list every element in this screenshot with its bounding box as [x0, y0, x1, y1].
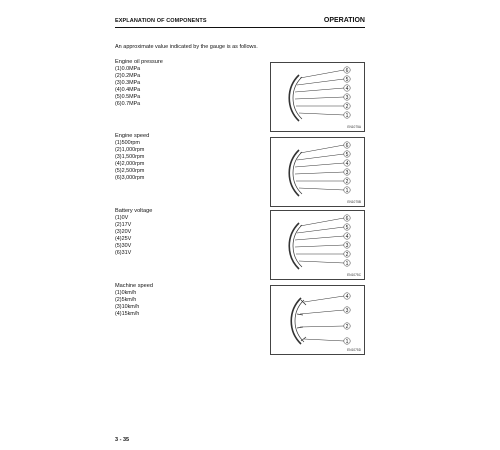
gauge-figure-battery-voltage [270, 210, 365, 280]
list-item: (3)0.3MPa [115, 80, 141, 86]
section-title: Battery voltage [115, 208, 153, 214]
figure-code: EN1075C [347, 273, 361, 277]
section-title: Engine speed [115, 133, 150, 139]
section-title: Engine oil pressure [115, 59, 163, 65]
list-item: (3)10km/h [115, 304, 140, 310]
list-item: (5)0.5MPa [115, 94, 141, 100]
callout-label: 4 [345, 160, 349, 167]
list-item: (1)0.0MPa [115, 66, 141, 72]
gauge-arc-icon [271, 211, 366, 281]
header-rule [115, 27, 365, 28]
callout-label: 5 [345, 151, 349, 158]
callout-label: 6 [345, 142, 349, 149]
gauge-arc-icon [271, 286, 366, 356]
figure-code: EN1075A [347, 125, 361, 129]
list-item: (6)31V [115, 250, 132, 256]
list-item: (1)500rpm [115, 140, 140, 146]
list-item: (2)17V [115, 222, 132, 228]
list-item: (2)5km/h [115, 297, 137, 303]
list-item: (3)1,500rpm [115, 154, 145, 160]
callout-label: 5 [345, 224, 349, 231]
callout-label: 6 [345, 215, 349, 222]
list-item: (6)0.7MPa [115, 101, 141, 107]
callout-label: 4 [345, 233, 349, 240]
list-item: (2)0.2MPa [115, 73, 141, 79]
callout-label: 4 [345, 293, 349, 300]
gauge-arc-icon [271, 138, 366, 208]
callout-label: 2 [345, 178, 349, 185]
list-item: (5)30V [115, 243, 132, 249]
list-item: (3)20V [115, 229, 132, 235]
list-item: (2)1,000rpm [115, 147, 145, 153]
callout-label: 3 [345, 242, 349, 249]
callout-label: 3 [345, 94, 349, 101]
list-item: (4)0.4MPa [115, 87, 141, 93]
gauge-arc-icon [271, 63, 366, 133]
page-header [115, 18, 365, 30]
list-item: (4)25V [115, 236, 132, 242]
list-item: (4)15km/h [115, 311, 140, 317]
gauge-figure-machine-speed [270, 285, 365, 355]
figure-code: EN1075D [347, 348, 361, 352]
gauge-figure-oil-pressure [270, 62, 365, 132]
figure-code: EN1075B [347, 200, 361, 204]
page-number: 3 - 35 [115, 437, 130, 443]
header-chapter-title: OPERATION [323, 17, 365, 24]
section-title: Machine speed [115, 283, 153, 289]
callout-label: 2 [345, 103, 349, 110]
callout-label: 4 [345, 85, 349, 92]
callout-label: 3 [345, 169, 349, 176]
callout-label: 1 [345, 187, 349, 194]
header-section-title: EXPLANATION OF COMPONENTS [115, 18, 207, 24]
callout-label: 2 [345, 323, 349, 330]
callout-label: 1 [345, 338, 349, 345]
intro-text: An approximate value indicated by the gauge is as follows. [115, 44, 258, 50]
gauge-figure-engine-speed [270, 137, 365, 207]
callout-label: 3 [345, 307, 349, 314]
list-item: (1)0V [115, 215, 129, 221]
callout-label: 2 [345, 251, 349, 258]
list-item: (5)2,500rpm [115, 168, 145, 174]
list-item: (4)2,000rpm [115, 161, 145, 167]
callout-label: 6 [345, 67, 349, 74]
callout-label: 1 [345, 112, 349, 119]
list-item: (1)0km/h [115, 290, 137, 296]
callout-label: 1 [345, 260, 349, 267]
callout-label: 5 [345, 76, 349, 83]
list-item: (6)3,000rpm [115, 175, 145, 181]
